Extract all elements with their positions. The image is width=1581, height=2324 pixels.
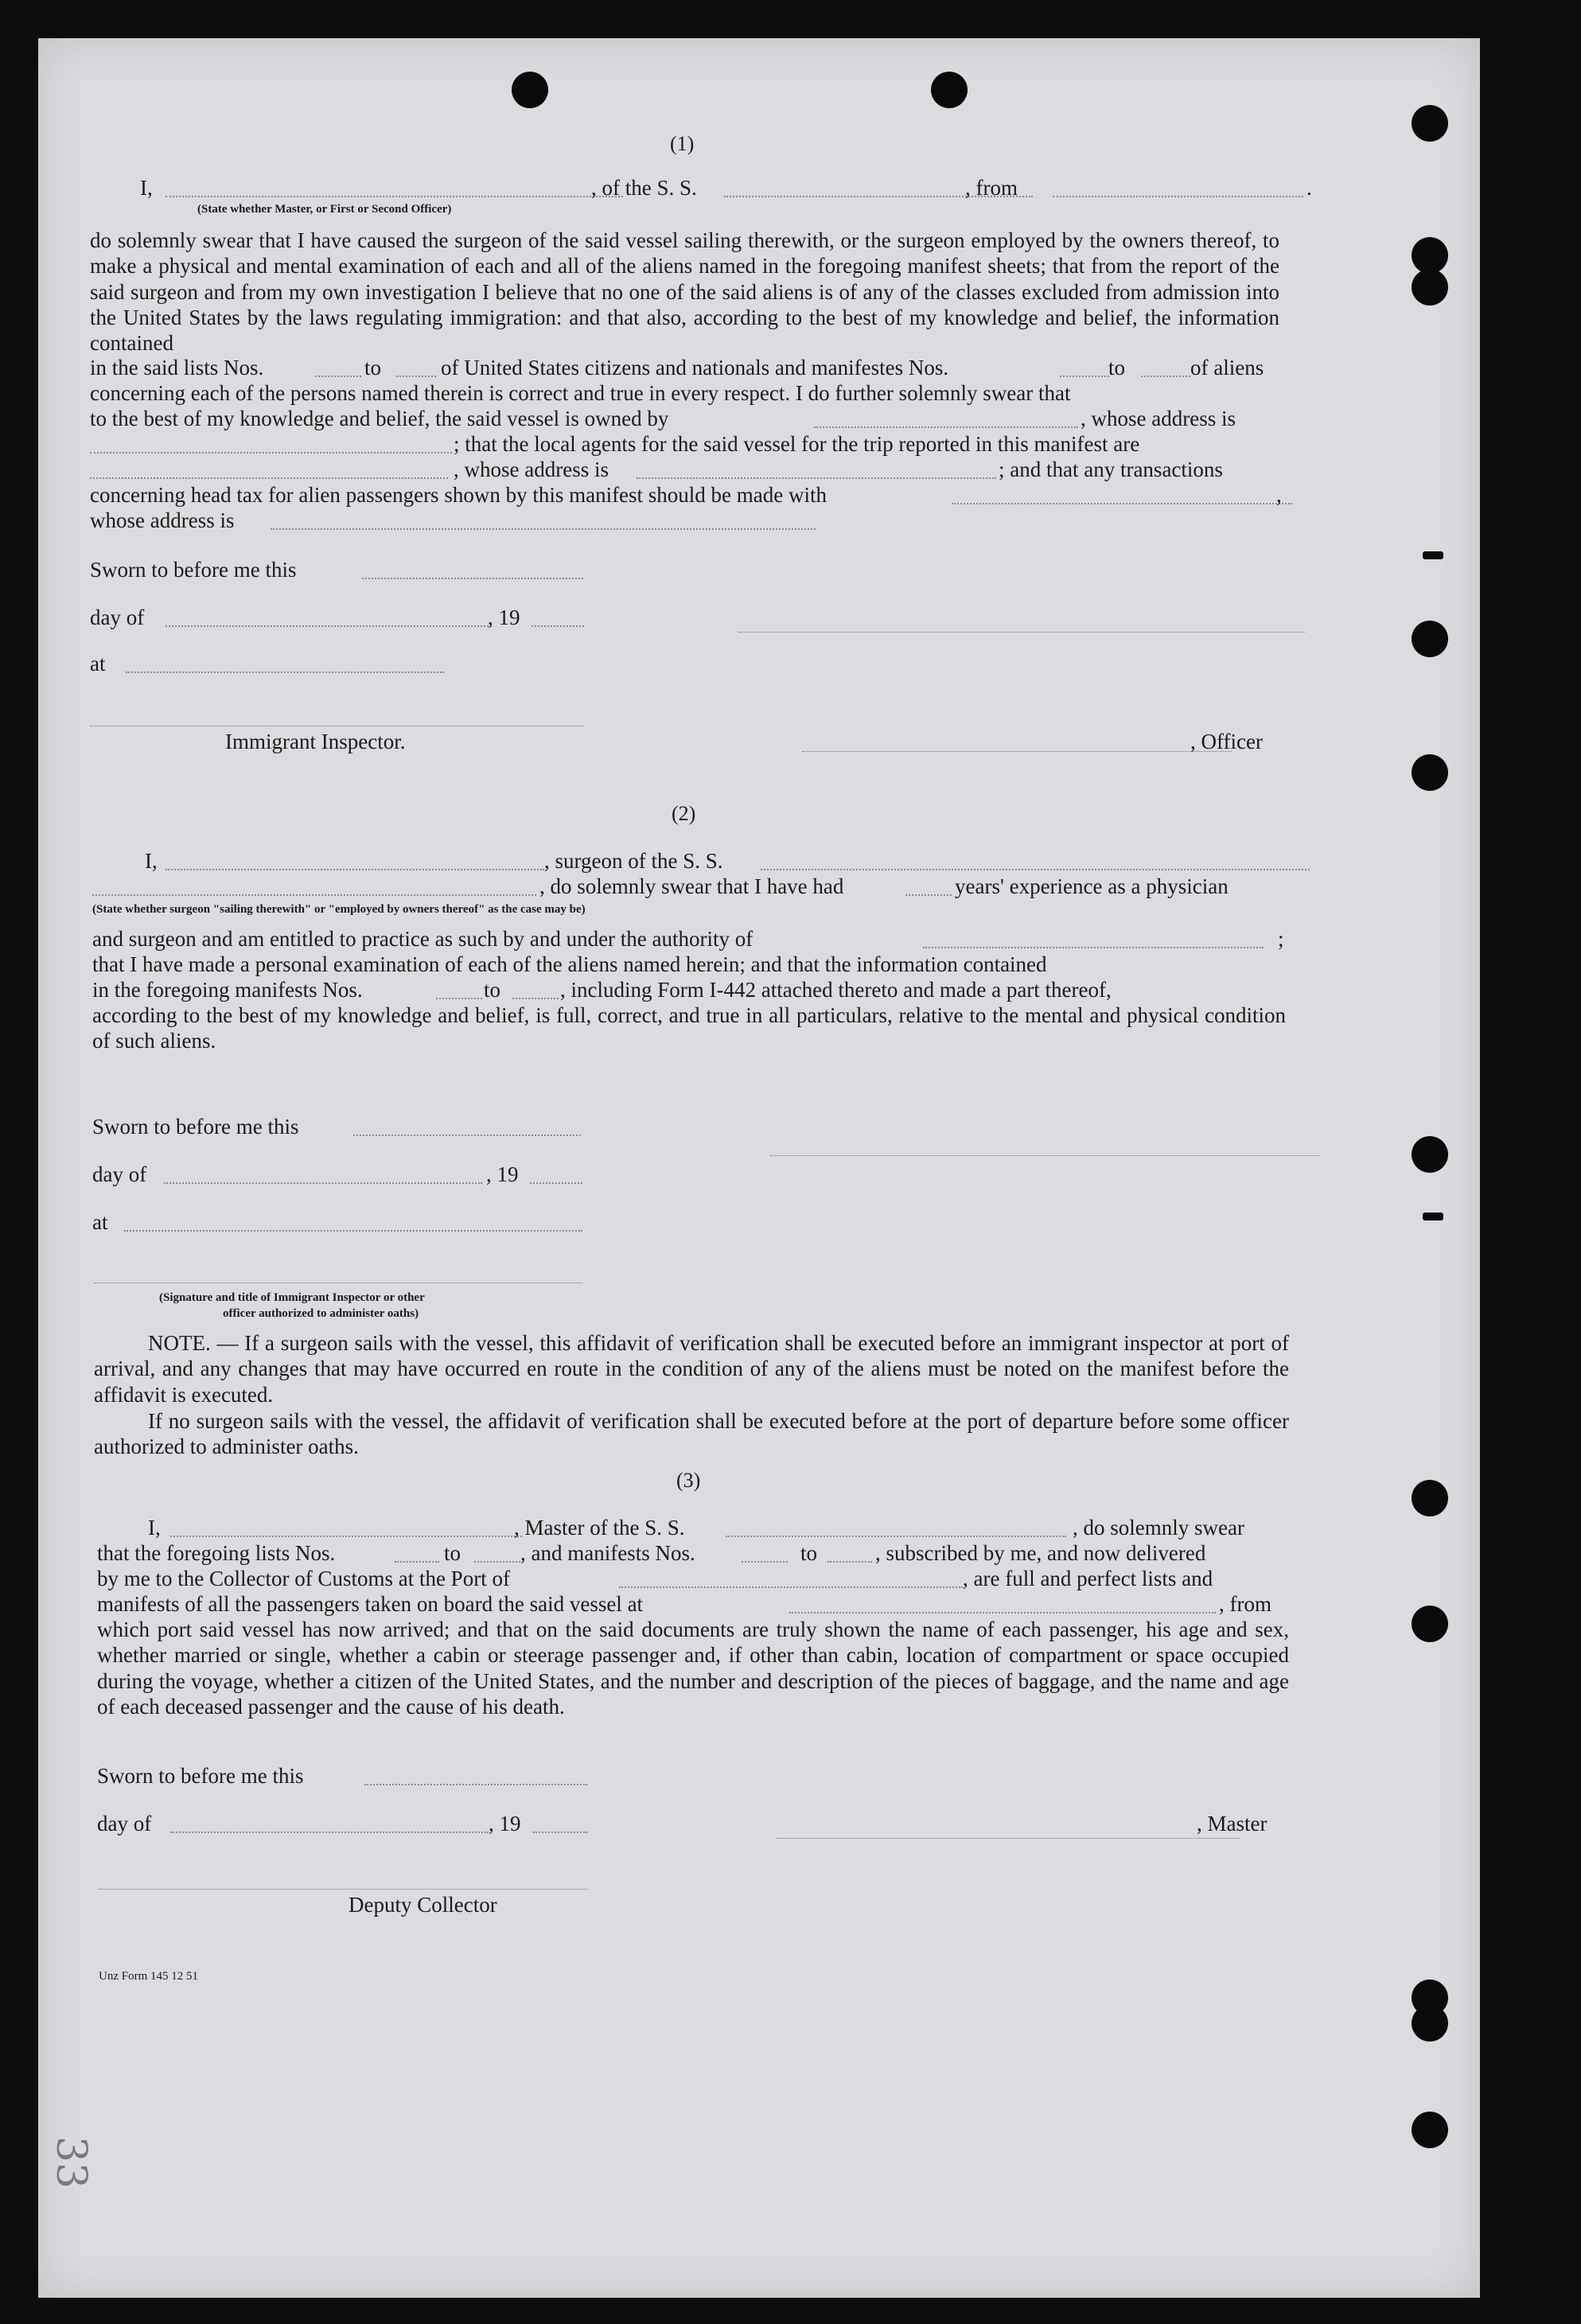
s2-paragraph-1: that I have made a personal examination of each of the aliens named herein; and that the information contained [92, 952, 1047, 976]
blank-line [637, 477, 996, 479]
s3-i: I, [148, 1516, 161, 1540]
pencil-mark: 33 [47, 2135, 95, 2190]
s3-master-of: , Master of the S. S. [514, 1516, 685, 1540]
blank-line [92, 894, 536, 896]
s2-semicolon: ; [1278, 927, 1284, 951]
s2-to: to [484, 978, 501, 1002]
s3-full-perfect: , are full and perfect lists and [963, 1567, 1213, 1590]
punch-hole [1412, 105, 1448, 142]
signature-line [802, 751, 1232, 752]
s2-manifests-nos: in the foregoing manifests Nos. [92, 978, 363, 1002]
s1-i: I, [140, 176, 153, 200]
s2-sig-note-1: (Signature and title of Immigrant Inspector or other [159, 1291, 425, 1304]
section-1-heading: (1) [670, 132, 695, 155]
blank-line [827, 1561, 872, 1563]
blank-line [952, 503, 1292, 504]
blank-line [165, 869, 544, 870]
punch-hole [1412, 269, 1448, 306]
blank-line [126, 672, 444, 673]
blank-line [619, 1586, 963, 1588]
s3-swear: , do solemnly swear [1073, 1516, 1244, 1540]
s2-note-text-1: NOTE. — If a surgeon sails with the vessel, this affidavit of verification shall be executed before an immigrant inspector at port of arrival, and any changes that may have occurred en route in the condition of any of the aliens must be noted on the manifest before the affidavit is executed. [94, 1331, 1289, 1407]
blank-line [170, 1832, 489, 1833]
blank-line [742, 1561, 788, 1563]
punch-hole [512, 72, 548, 108]
blank-line [271, 528, 816, 530]
s2-day-of: day of [92, 1162, 147, 1186]
blank-line [436, 998, 482, 999]
s1-to: to [364, 356, 382, 380]
s3-lists-nos: that the foregoing lists Nos. [97, 1541, 336, 1565]
blank-line [533, 1832, 587, 1833]
blank-line [362, 578, 583, 579]
blank-line [905, 894, 952, 896]
s2-swear-had: , do solemnly swear that I have had [539, 874, 844, 898]
blank-line [1060, 376, 1109, 377]
s1-day-of: day of [90, 605, 145, 629]
punch-mark [1423, 1213, 1443, 1220]
s1-head-tax: concerning head tax for alien passengers shown by this manifest should be made with [90, 483, 827, 507]
s1-nineteen: , 19 [488, 605, 520, 629]
s2-sworn: Sworn to before me this [92, 1115, 299, 1139]
s2-i: I, [145, 849, 158, 873]
blank-line [923, 947, 1264, 948]
s2-note-paragraph-2 [94, 1408, 1289, 1460]
document-page [38, 38, 1480, 2298]
blank-line [170, 1536, 522, 1537]
punch-hole [1412, 1606, 1448, 1642]
s1-at: at [90, 652, 106, 675]
s1-owned-by: to the best of my knowledge and belief, the said vessel is owned by [90, 407, 669, 430]
s3-nineteen: , 19 [489, 1812, 521, 1835]
s1-sworn: Sworn to before me this [90, 558, 297, 582]
section-2-heading: (2) [672, 802, 696, 825]
s1-paragraph-1: do solemnly swear that I have caused the surgeon of the said vessel sailing therewith, or the surgeon employed by the owners thereof, to make a physical and mental examination of each and all of the aliens named in the foregoing manifest sheets; that from the report of the said surgeon and from my own investigation I believe that no one of the said aliens is of any of the classes excluded from admission into the United States by the laws regulating immigration: and that also, according to the best of my knowledge and belief, the information contained [90, 228, 1279, 356]
s3-deputy-collector: Deputy Collector [349, 1893, 497, 1917]
blank-line [165, 625, 492, 627]
s2-years-exp: years' experience as a physician [955, 874, 1229, 898]
blank-line [364, 1784, 587, 1785]
s2-note-text-2: If no surgeon sails with the vessel, the affidavit of verification shall be executed before at the port of departure before some officer authorized to administer oaths. [94, 1409, 1289, 1459]
punch-hole [1412, 1136, 1448, 1173]
s1-comma: , [1276, 483, 1282, 507]
signature-line [738, 632, 1305, 633]
s1-immigrant-inspector: Immigrant Inspector. [225, 730, 406, 753]
punch-hole [1412, 2112, 1448, 2148]
signature-line [99, 1889, 587, 1890]
s2-at: at [92, 1210, 108, 1234]
blank-line [789, 1612, 1216, 1614]
s2-note-paragraph-1 [94, 1330, 1289, 1407]
s3-to: to [444, 1541, 461, 1565]
s3-day-of: day of [97, 1812, 152, 1835]
blank-line [1053, 196, 1303, 197]
blank-line [395, 1561, 439, 1563]
s1-lists-nos: in the said lists Nos. [90, 356, 264, 380]
s2-authority: and surgeon and am entitled to practice as such by and under the authority of [92, 927, 754, 951]
s3-sworn: Sworn to before me this [97, 1764, 304, 1788]
s2-surgeon-of: , surgeon of the S. S. [544, 849, 723, 873]
s1-from: , from [965, 176, 1018, 200]
s1-paragraph-2: concerning each of the persons named therein is correct and true in every respect. I do further solemnly swear that [90, 381, 1071, 405]
punch-hole [1412, 621, 1448, 657]
s3-master: , Master [1197, 1812, 1268, 1835]
blank-line [532, 625, 584, 627]
s1-transactions: ; and that any transactions [999, 457, 1223, 481]
blank-line [1141, 376, 1190, 377]
s1-master-note: (State whether Master, or First or Second Officer) [197, 203, 452, 216]
s2-sig-note-2: officer authorized to administer oaths) [223, 1307, 419, 1320]
s1-of-aliens: of aliens [1190, 356, 1264, 380]
s3-paragraph-1: which port said vessel has now arrived; and that on the said documents are truly shown the name of each passenger, his age and sex, whether married or single, whether a cabin or steerage passenger and, if other than cabin, location of compartment or space occupied during the voyage, whether a citizen of the United States, and the number and description of the pieces of baggage, and the name and age of each deceased passenger and the cause of his death. [97, 1617, 1289, 1719]
punch-hole [1412, 1480, 1448, 1516]
blank-line [165, 196, 623, 197]
blank-line [726, 1536, 1066, 1537]
s2-surgeon-note: (State whether surgeon "sailing therewith" or "employed by owners thereof" as the case may be) [92, 903, 586, 916]
blank-line [315, 376, 361, 377]
signature-line [777, 1838, 1240, 1839]
s3-collector: by me to the Collector of Customs at the Port of [97, 1567, 510, 1590]
blank-line [90, 477, 448, 479]
s1-period: . [1306, 176, 1312, 200]
punch-mark [1423, 551, 1443, 559]
s3-from: , from [1219, 1592, 1271, 1616]
s1-whose-address: , whose address is [1081, 407, 1236, 430]
s1-whose-address-3: whose address is [90, 508, 235, 532]
punch-hole [1412, 754, 1448, 791]
s1-to-2: to [1108, 356, 1126, 380]
s1-officer: , Officer [1190, 730, 1263, 753]
s1-citizens-manifests: of United States citizens and nationals and manifestes Nos. [441, 356, 949, 380]
s2-paragraph-2: according to the best of my knowledge and belief, is full, correct, and true in all particulars, relative to the mental and physical condition of such aliens. [92, 1003, 1286, 1053]
blank-line [353, 1135, 581, 1136]
s3-taken-on-board: manifests of all the passengers taken on board the said vessel at [97, 1592, 644, 1616]
s3-manifests-nos: , and manifests Nos. [520, 1541, 695, 1565]
s1-local-agents: ; that the local agents for the said vessel for the trip reported in this manifest are [454, 432, 1140, 456]
signature-line [770, 1155, 1319, 1156]
blank-line [164, 1182, 482, 1184]
punch-hole [931, 72, 968, 108]
blank-line [512, 998, 559, 999]
s3-to-2: to [800, 1541, 818, 1565]
s2-including: , including Form I-442 attached thereto and made a part thereof, [560, 978, 1112, 1002]
blank-line [474, 1561, 520, 1563]
blank-line [396, 376, 436, 377]
blank-line [90, 452, 452, 454]
section-3-heading: (3) [676, 1469, 701, 1492]
s1-of-ss: , of the S. S. [591, 176, 697, 200]
blank-line [124, 1230, 582, 1232]
form-number: Unz Form 145 12 51 [99, 1970, 198, 1983]
punch-hole [1412, 2005, 1448, 2042]
blank-line [814, 426, 1078, 428]
s1-whose-address-2: , whose address is [454, 457, 609, 481]
blank-line [761, 869, 1310, 870]
s2-nineteen: , 19 [486, 1162, 519, 1186]
s3-subscribed: , subscribed by me, and now delivered [875, 1541, 1206, 1565]
blank-line [530, 1182, 582, 1184]
